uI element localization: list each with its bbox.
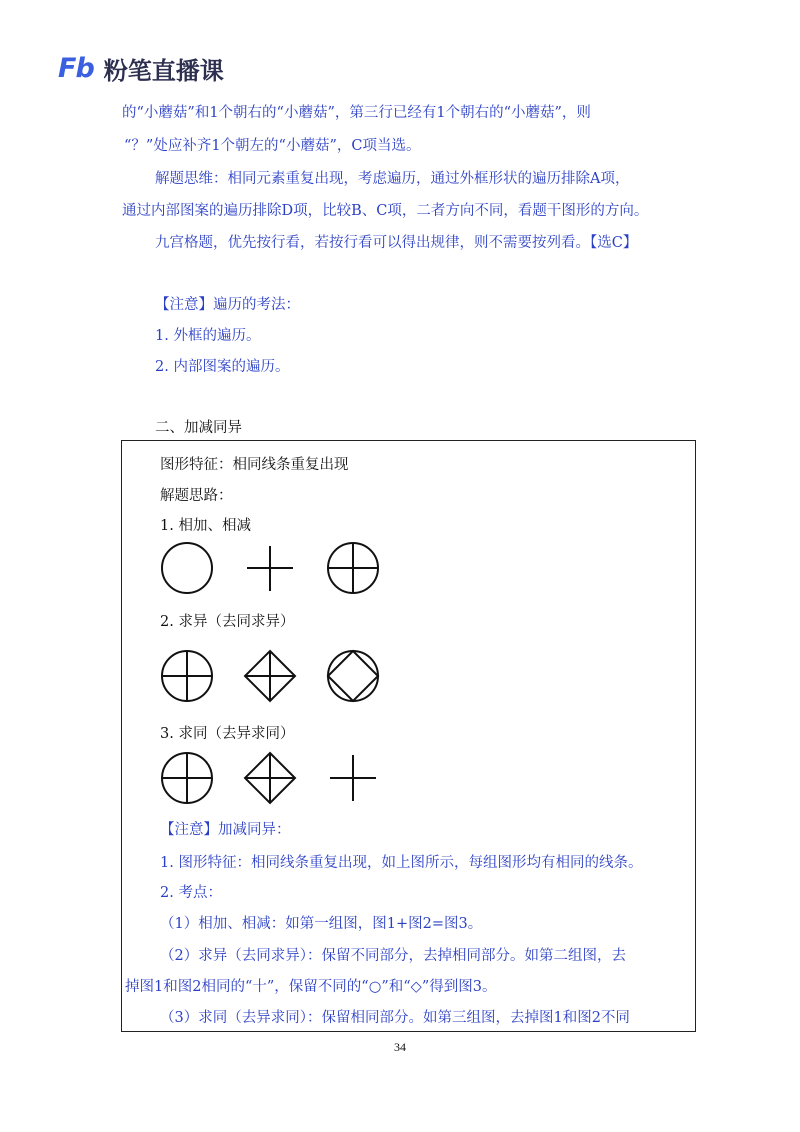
figure-row-2 [158, 648, 398, 708]
paragraph-1-line-2: “？”处应补齐1个朝左的“小蘑菇”，C项当选。 [124, 138, 421, 154]
fenbi-logo-icon: Fb [58, 52, 94, 84]
cross-figure [247, 546, 293, 591]
box-item-2: 2. 求异（去同求异） [160, 614, 295, 630]
page-number: 34 [394, 1040, 406, 1054]
brand-header [58, 48, 224, 88]
circle-cross-figure [162, 651, 212, 701]
circle-cross-figure [328, 543, 378, 593]
note-item-2: 2. 内部图案的遍历。 [155, 359, 290, 375]
box-note-title: 【注意】加减同异： [160, 822, 291, 838]
box-note-1: 1. 图形特征：相同线条重复出现，如上图所示，每组图形均有相同的线条。 [160, 855, 643, 871]
paragraph-3: 九宫格题，优先按行看，若按行看可以得出规律，则不需要按列看。【选C】 [155, 235, 638, 251]
box-item-3: 3. 求同（去异求同） [160, 726, 295, 742]
box-note-2-2-line-1: （2）求异（去同求异）：保留不同部分，去掉相同部分。如第二组图，去 [160, 948, 626, 964]
box-note-2-2-line-2: 掉图1和图2相同的“十”，保留不同的“○”和“◇”得到图3。 [125, 979, 497, 995]
paragraph-2-line-2: 通过内部图案的遍历排除D项，比较B、C项，二者方向不同，看题干图形的方向。 [122, 203, 649, 219]
diamond-cross-figure [245, 651, 295, 701]
figure-row-1-svg [158, 540, 398, 600]
circle-cross-figure [162, 753, 212, 803]
section-title: 二、加减同异 [155, 420, 242, 436]
box-item-1: 1. 相加、相减 [160, 518, 251, 534]
box-note-2: 2. 考点： [160, 885, 222, 901]
brand-name: 粉笔直播课 [103, 56, 224, 85]
circle-figure [162, 543, 212, 593]
paragraph-1-line-1: 的“小蘑菇”和1个朝右的“小蘑菇”，第三行已经有1个朝右的“小蘑菇”，则 [122, 105, 591, 121]
diamond-cross-figure [245, 753, 295, 803]
note-item-1: 1. 外框的遍历。 [155, 328, 261, 344]
cross-figure [330, 755, 376, 801]
box-note-2-1: （1）相加、相减：如第一组图，图1+图2=图3。 [160, 916, 483, 932]
circle-diamond-figure [328, 651, 378, 701]
figure-row-2-svg [158, 648, 398, 708]
box-note-2-3: （3）求同（去异求同）：保留相同部分。如第三组图，去掉图1和图2不同 [160, 1010, 630, 1026]
figure-row-3-svg [158, 750, 398, 810]
figure-row-3 [158, 750, 398, 810]
box-approach: 解题思路： [160, 488, 233, 504]
note-title: 【注意】遍历的考法： [155, 297, 300, 313]
box-feature: 图形特征：相同线条重复出现 [160, 457, 349, 473]
paragraph-2-line-1: 解题思维：相同元素重复出现，考虑遍历，通过外框形状的遍历排除A项， [155, 171, 630, 187]
figure-row-1 [158, 540, 398, 600]
